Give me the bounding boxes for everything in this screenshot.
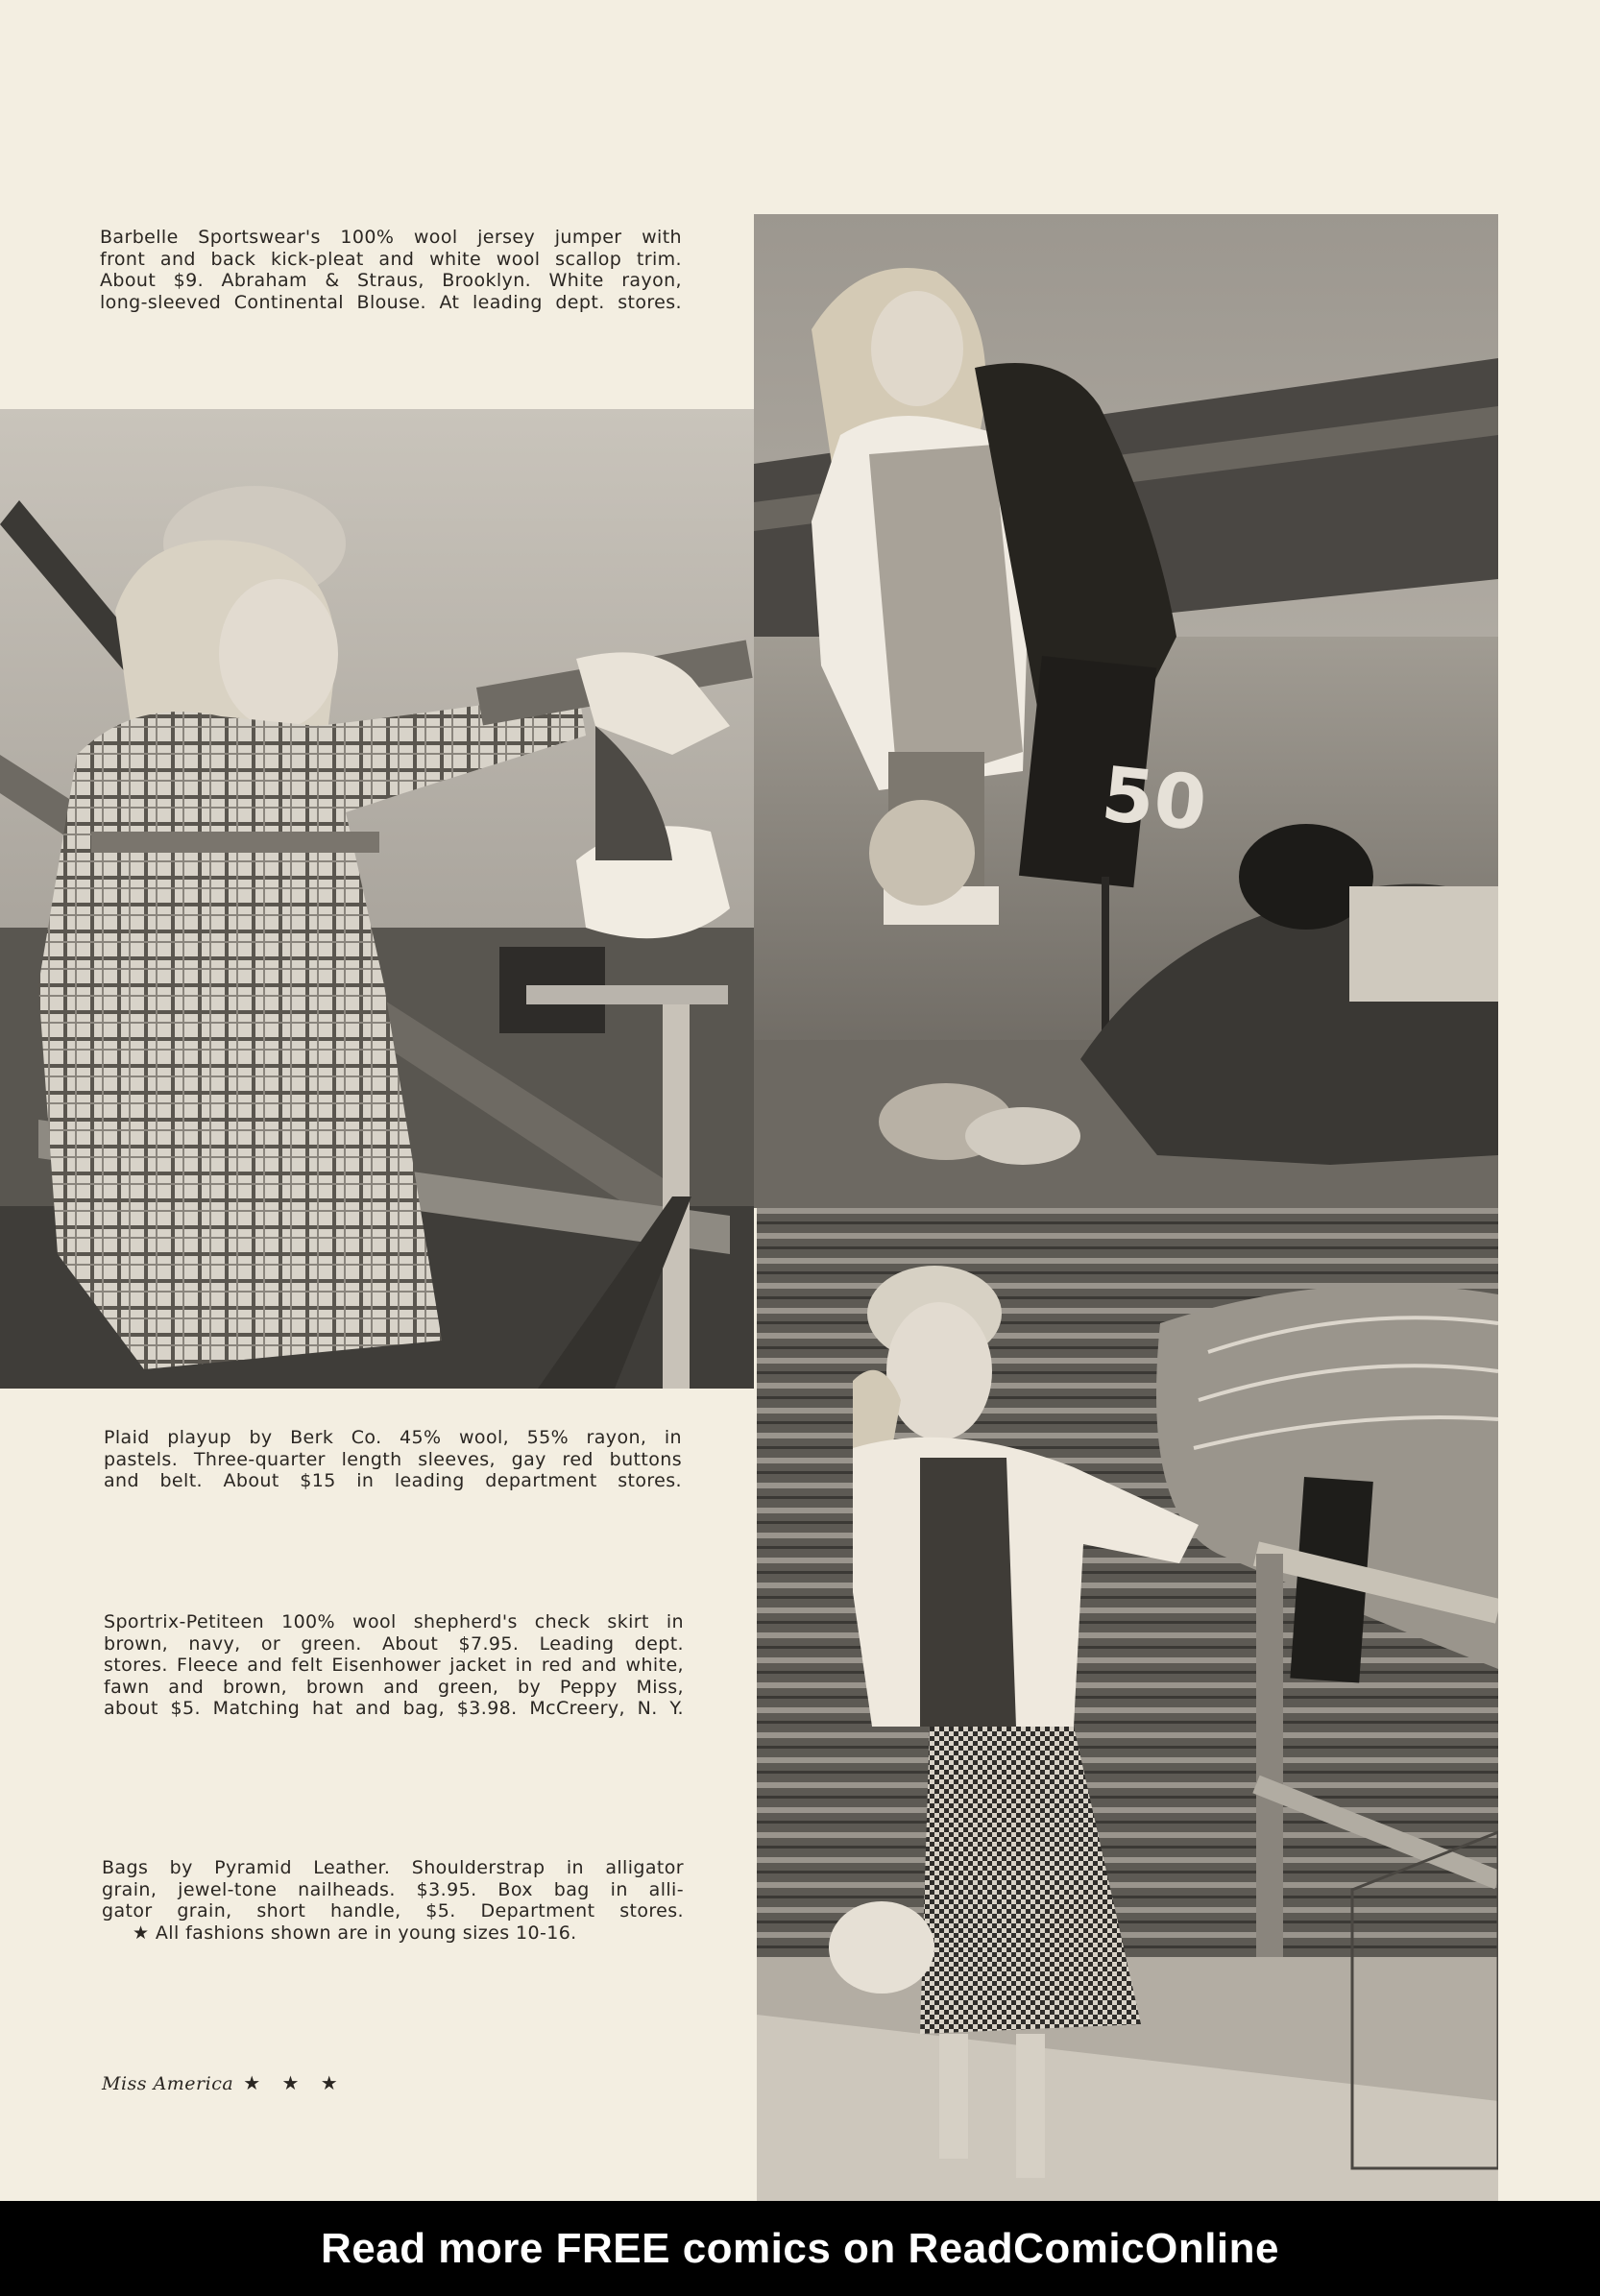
caption-bags [102,1857,684,1944]
caption-line: Bags by Pyramid Leather. Shoulderstrap in alligator [102,1857,684,1878]
magazine-footer [102,2071,346,2094]
photo-plaid-dress-illustration [0,409,754,1389]
photo-plaid-dress [0,409,754,1389]
football-sign-number: 50 [1098,751,1211,849]
caption-line: and belt. About $15 in leading department stores. [104,1470,682,1491]
caption-sportrix [104,1611,684,1720]
caption-line: gator grain, short handle, $5. Department stores. [102,1900,684,1921]
caption-line: brown, navy, or green. About $7.95. Leading dept. [104,1632,684,1655]
caption-line: Barbelle Sportswear's 100% wool jersey jumper with [100,227,682,248]
caption-line: about $5. Matching hat and bag, $3.98. McCreery, N. Y. [104,1698,684,1719]
caption-line: grain, jewel-tone nailheads. $3.95. Box bag in alli- [102,1878,684,1900]
promo-banner[interactable] [0,2201,1600,2296]
photo-jumper-stadium [754,214,1498,1208]
caption-line: Sportrix-Petiteen 100% wool shepherd's check skirt in [104,1611,684,1632]
caption-line: ★ All fashions shown are in young sizes 10-16. [133,1921,577,1944]
promo-banner-text[interactable]: Read more FREE comics on ReadComicOnline [320,2224,1279,2272]
photo-check-skirt-bleachers [757,1208,1498,2201]
magazine-name: Miss America [102,2073,234,2094]
caption-line: long-sleeved Continental Blouse. At leading dept. stores. [100,291,682,313]
photo-jumper-illustration [754,214,1498,1208]
caption-barbelle [100,227,682,313]
caption-line: front and back kick-pleat and white wool scallop trim. [100,248,682,270]
star-icons: ★ ★ ★ [243,2071,346,2094]
caption-line: About $9. Abraham & Straus, Brooklyn. White rayon, [100,270,682,291]
photo-check-skirt-illustration [757,1208,1498,2201]
caption-line: Plaid playup by Berk Co. 45% wool, 55% rayon, in [104,1427,682,1448]
caption-line: stores. Fleece and felt Eisenhower jacket in red and white, [104,1655,684,1676]
caption-line: pastels. Three-quarter length sleeves, gay red buttons [104,1448,682,1470]
caption-plaid [104,1427,682,1492]
caption-line: fawn and brown, brown and green, by Peppy Miss, [104,1676,684,1698]
